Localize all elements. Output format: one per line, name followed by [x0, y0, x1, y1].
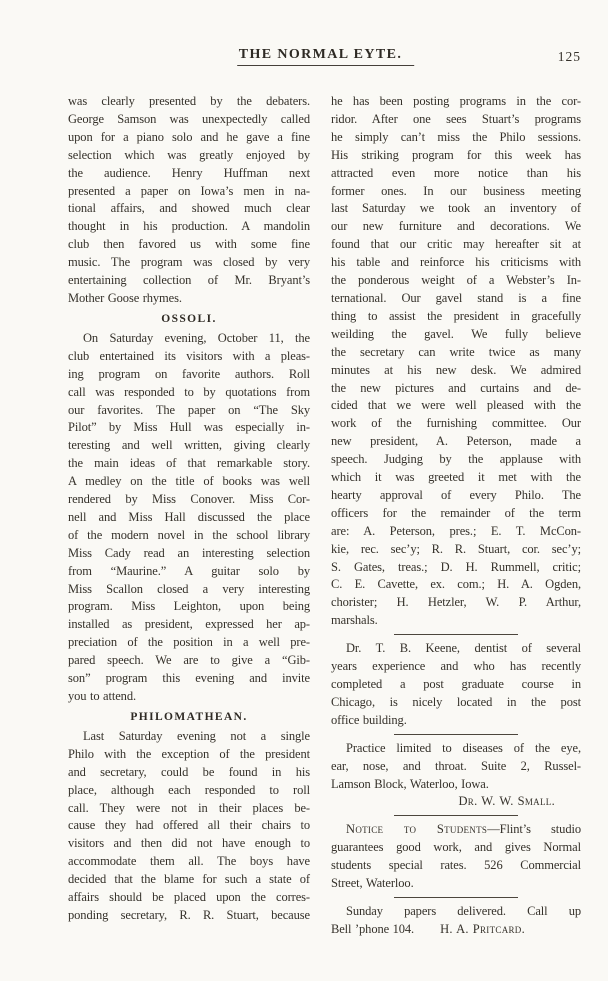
text-line: hearty approval of every Philo. The	[331, 487, 581, 502]
text-line: ear, nose, and throat. Suite 2, Russel-	[331, 758, 581, 773]
text-segment: —Flint’s studio	[487, 822, 581, 837]
text-line: his table and reinforce his criticisms with	[331, 255, 581, 270]
text-line: thought in his production. A mandolin	[68, 219, 310, 234]
text-line: from “Maurine.” A guitar solo by	[68, 563, 310, 578]
text-line: last Saturday we took an inventory of	[331, 201, 581, 216]
text-line: accommodate them all. The boys have	[68, 854, 310, 869]
section-heading: OSSOLI.	[161, 312, 217, 325]
text-line: Lamson Block, Waterloo, Iowa.	[331, 776, 489, 791]
text-line: son” program this evening and invite	[68, 671, 310, 686]
text-line: George Samson was unexpectedly called	[68, 111, 310, 126]
text-line: the main ideas of that remarkable story.	[68, 456, 310, 471]
text-line	[331, 921, 581, 939]
text-line: was clearly presented by the debaters.	[68, 94, 310, 108]
text-line: speech. Judging by the applause with	[331, 452, 581, 467]
paragraph	[68, 93, 310, 308]
publication-title: THE NORMAL EYTE.	[237, 47, 415, 66]
text-line: weilding the gavel. We fully believe	[331, 326, 581, 341]
paragraph	[68, 728, 310, 925]
paragraph	[331, 903, 581, 939]
text-line: which it was greeted it met with the	[331, 470, 581, 485]
paragraph	[331, 640, 581, 730]
page-number: 125	[557, 49, 581, 64]
text-line: minutes at his new desk. We admired	[331, 362, 581, 377]
text-line: Sunday papers delivered. Call up	[346, 903, 581, 918]
text-line: Mother Goose rhymes.	[68, 290, 182, 305]
text-line: our favorites. The paper on “The Sky	[68, 402, 310, 417]
text-line: students special rates. 526 Commercial	[331, 858, 581, 873]
text-line: the ponderous weight of a Webster’s In-	[331, 273, 581, 288]
text-line: Pilot” by Miss Hull was especially in-	[68, 420, 310, 435]
text-line: club entertained its visitors with a pleas-	[68, 348, 310, 363]
text-line: His striking program for this week has	[331, 147, 581, 162]
text-line: work of the furnishing committee. Our	[331, 416, 581, 431]
text-line: Dr. T. B. Keene, dentist of several	[346, 641, 581, 656]
text-line: visitors and then did not have enough to	[68, 836, 310, 851]
text-line: chorister; H. Hetzler, W. P. Arthur,	[331, 595, 581, 610]
text-line: found that our critic may hereafter sit at	[331, 237, 581, 252]
section-divider	[394, 634, 518, 635]
text-line: completed a post graduate course in	[331, 677, 581, 691]
text-line: he has been posting programs in the cor-	[331, 94, 581, 108]
text-line: our new furniture and decorations. We	[331, 219, 581, 234]
text-line: club then favored us with some fine	[68, 237, 310, 252]
text-line: ponding secretary, R. R. Stuart, because	[68, 907, 310, 922]
text-line: kie, rec. sec’y; R. R. Stuart, cor. sec’y;	[331, 541, 581, 556]
text-line: guarantees good work, and gives Normal	[331, 840, 581, 855]
text-line: entertaining collection of Mr. Bryant’s	[68, 273, 310, 288]
text-line: Street, Waterloo.	[331, 876, 414, 891]
text-line: the new pictures and curtains and de-	[331, 380, 581, 395]
text-line: Last Saturday evening not a single	[83, 728, 310, 743]
text-line: program. Miss Leighton, upon being	[68, 599, 310, 614]
text-line: affairs should be placed upon the corres-	[68, 890, 310, 905]
section-heading: PHILOMATHEAN.	[130, 710, 248, 723]
text-line: Miss Cady read an interesting selection	[68, 545, 310, 560]
text-line: ing program on favorite authors. Roll	[68, 366, 310, 381]
text-line: selection which was greatly enjoyed by	[68, 147, 310, 162]
text-line: office building.	[331, 712, 407, 727]
text-line: nell and Miss Hall discussed the place	[68, 509, 310, 524]
text-line: ridor. After one sees Stuart’s programs	[331, 111, 581, 126]
paragraph	[68, 330, 310, 706]
text-line: you to attend.	[68, 689, 136, 703]
text-line: officers for the remainder of the term	[331, 505, 581, 520]
text-line: and secretary, could be found in his	[68, 764, 310, 779]
text-segment: Bell ’phone 104.	[331, 921, 415, 936]
text-line: Practice limited to diseases of the eye,	[346, 740, 581, 755]
text-line: ternational. Our gavel stand is a fine	[331, 290, 581, 305]
text-line: music. The program was closed by very	[68, 255, 310, 270]
text-line: of the modern novel in the school library	[68, 527, 310, 542]
right-column	[331, 93, 581, 939]
text-line: the secretary can write twice as many	[331, 344, 581, 359]
small-caps-text: Dr. W. W. Small.	[458, 794, 555, 809]
text-columns	[68, 93, 583, 939]
text-line: S. Gates, treas.; D. H. Rummell, critic;	[331, 559, 581, 574]
paragraph	[331, 93, 581, 630]
paragraph	[331, 740, 581, 794]
text-line: thing to assist the president in gracefully	[331, 308, 581, 323]
text-line: Miss Scallon closed a very interesting	[68, 581, 310, 596]
text-line: pared speech. We are to give a “Gib-	[68, 653, 310, 668]
text-line: preciation of the position in a well pre-	[68, 635, 310, 650]
text-line: attracted even more notice than his	[331, 165, 581, 180]
text-line: A medley on the title of books was well	[68, 474, 310, 489]
text-line: call was responded to by quotations from	[68, 384, 310, 399]
text-line: decided that the blame for such a state of	[68, 872, 310, 887]
small-caps-text: H. A. Pritcard.	[440, 921, 526, 936]
text-line: presented a paper on Iowa’s men in na-	[68, 183, 310, 198]
text-line: upon for a piano solo and he gave a fine	[68, 129, 310, 144]
section-divider	[394, 815, 518, 816]
page-header	[68, 47, 583, 69]
text-line: marshals.	[331, 613, 378, 628]
left-column	[68, 93, 310, 939]
text-line: call. They were not in their places be-	[68, 800, 310, 815]
text-line: he simply can’t miss the Philo sessions.	[331, 129, 581, 144]
text-line: former ones. In our business meeting	[331, 183, 581, 198]
text-line	[331, 821, 581, 839]
text-line: installed as president, expressed her ap-	[68, 617, 310, 632]
small-caps-text: Notice to Students	[346, 822, 488, 837]
text-line: teresting and well written, giving clearly	[68, 438, 310, 453]
section-divider	[394, 734, 518, 735]
text-line: cause they had offered all their chairs to	[68, 818, 310, 833]
text-line: tional affairs, and showed much clear	[68, 201, 310, 216]
text-line: C. E. Cavette, ex. com.; H. A. Ogden,	[331, 577, 581, 592]
text-line: cided that we were well pleased with the	[331, 398, 581, 413]
section-divider	[394, 897, 518, 898]
text-line: place, although each responded to roll	[68, 782, 310, 797]
text-line	[331, 793, 581, 811]
paragraph	[331, 821, 581, 893]
text-line: On Saturday evening, October 11, the	[83, 330, 310, 345]
text-line: are: A. Peterson, pres.; E. T. McCon-	[331, 523, 581, 538]
text-line: rendered by Miss Conover. Miss Cor-	[68, 492, 310, 507]
text-line: Philo with the exception of the president	[68, 746, 310, 761]
text-line: the audience. Henry Huffman next	[68, 165, 310, 180]
text-line: new president, A. Peterson, made a	[331, 434, 581, 449]
text-line: Chicago, is nicely located in the post	[331, 694, 581, 709]
text-line: years experience and who has recently	[331, 659, 581, 674]
